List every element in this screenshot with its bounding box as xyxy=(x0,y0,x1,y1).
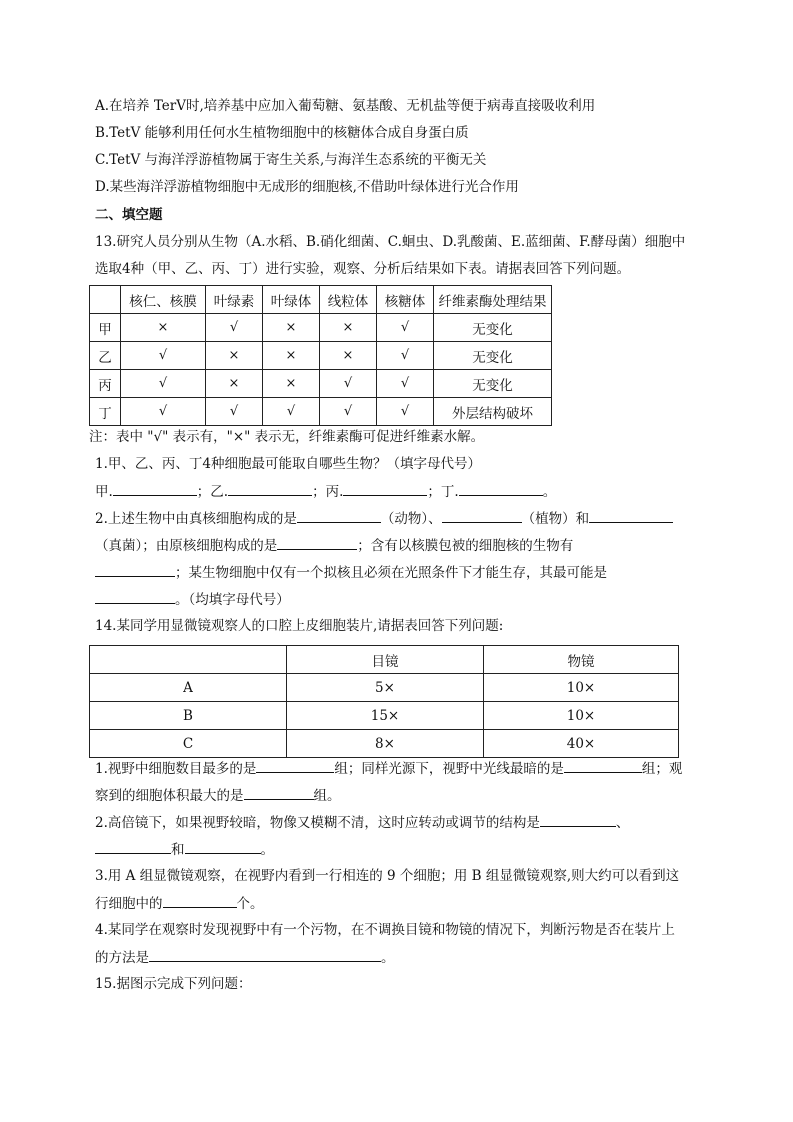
q14-table xyxy=(89,645,679,758)
q13-sub2-line3 xyxy=(95,562,607,583)
table-cell: × xyxy=(263,314,320,342)
table-cell: 无变化 xyxy=(434,314,552,342)
q13-sub1-prompt: 1.甲、乙、丙、丁4种细胞最可能取自哪些生物？（填字母代号） xyxy=(95,456,481,472)
q14-sub2-line1 xyxy=(95,812,629,833)
table-cell: 10× xyxy=(484,674,679,702)
text: 行细胞中的 xyxy=(95,896,163,912)
table-header-cell: 线粒体 xyxy=(320,286,377,314)
answer-blank[interactable] xyxy=(297,508,381,523)
text: 组。 xyxy=(313,788,341,804)
table-row xyxy=(90,314,552,342)
text: ；含有以核膜包被的细胞核的生物有 xyxy=(357,538,574,554)
table-cell: √ xyxy=(121,370,206,398)
answer-blank[interactable] xyxy=(540,812,616,827)
table-header-row xyxy=(90,286,552,314)
option-a: A.在培养 TerV时,培养基中应加入葡萄糖、氨基酸、无机盐等便于病毒直接吸收利用 xyxy=(95,98,596,114)
text: 、 xyxy=(615,815,630,831)
option-d: D.某些海洋浮游植物细胞中无成形的细胞核,不借助叶绿体进行光合作用 xyxy=(95,179,519,195)
text: （动物）、 xyxy=(380,511,442,527)
q14-sub2-line2 xyxy=(95,839,274,860)
answer-blank[interactable] xyxy=(564,758,642,773)
table-row xyxy=(90,674,679,702)
option-b: B.TetV 能够利用任何水生植物细胞中的核糖体合成自身蛋白质 xyxy=(95,125,469,141)
option-c: C.TetV 与海洋浮游植物属于寄生关系,与海洋生态系统的平衡无关 xyxy=(95,152,487,168)
q13-table xyxy=(89,285,552,426)
table-cell: × xyxy=(206,342,263,370)
table-cell: √ xyxy=(377,314,434,342)
answer-blank[interactable] xyxy=(113,481,197,496)
text: 个。 xyxy=(236,896,264,912)
answer-blank[interactable] xyxy=(95,839,171,854)
table-header-cell: 叶绿素 xyxy=(206,286,263,314)
table-cell: √ xyxy=(206,398,263,426)
table-cell: 丙 xyxy=(90,370,121,398)
table-header-cell: 纤维素酶处理结果 xyxy=(434,286,552,314)
text: ；某生物细胞中仅有一个拟核且必须在光照条件下才能生存，其最可能是 xyxy=(175,565,607,581)
table-cell: 5× xyxy=(287,674,484,702)
text: 和 xyxy=(171,842,185,858)
table-cell: 乙 xyxy=(90,342,121,370)
table-cell: √ xyxy=(377,370,434,398)
table-header-row xyxy=(90,646,679,674)
q13-stem-line2: 选取4种（甲、乙、丙、丁）进行实验，观察、分析后结果如下表。请据表回答下列问题。 xyxy=(95,261,631,277)
q13-sub2-line1 xyxy=(95,508,673,529)
text: 1.视野中细胞数目最多的是 xyxy=(95,761,257,777)
table-cell: √ xyxy=(263,398,320,426)
table-cell: 外层结构破坏 xyxy=(434,398,552,426)
q13-sub2-line2 xyxy=(95,535,573,556)
table-cell: × xyxy=(320,342,377,370)
table-header-cell: 核糖体 xyxy=(377,286,434,314)
table-cell: 无变化 xyxy=(434,370,552,398)
table-cell: 40× xyxy=(484,730,679,758)
label-jia: 甲. xyxy=(95,484,113,500)
table-cell: × xyxy=(320,314,377,342)
table-row xyxy=(90,702,679,730)
q13-table-note: 注：表中 "√" 表示有，"×" 表示无，纤维素酶可促进纤维素水解。 xyxy=(89,429,485,445)
table-cell: 无变化 xyxy=(434,342,552,370)
answer-blank[interactable] xyxy=(459,481,543,496)
q14-sub3-line2 xyxy=(95,893,264,914)
table-cell: √ xyxy=(377,398,434,426)
answer-blank[interactable] xyxy=(442,508,522,523)
sentence-end: 。 xyxy=(542,484,557,500)
answer-blank[interactable] xyxy=(256,758,334,773)
q14-sub4-line2 xyxy=(95,947,395,968)
q13-sub1-answer-line xyxy=(95,481,556,502)
table-cell: √ xyxy=(377,342,434,370)
table-cell: 甲 xyxy=(90,314,121,342)
table-cell: √ xyxy=(121,342,206,370)
text: 组；同样光源下，视野中光线最暗的是 xyxy=(334,761,564,777)
answer-blank[interactable] xyxy=(343,481,427,496)
text: 的方法是 xyxy=(95,950,149,966)
table-cell: √ xyxy=(121,398,206,426)
q14-title: 14.某同学用显微镜观察人的口腔上皮细胞装片,请据表回答下列问题: xyxy=(95,618,504,634)
table-cell: 8× xyxy=(287,730,484,758)
answer-blank[interactable] xyxy=(244,785,314,800)
section-heading: 二、填空题 xyxy=(95,207,163,223)
table-header-cell xyxy=(90,286,121,314)
table-row xyxy=(90,370,552,398)
text: 。 xyxy=(260,842,274,858)
answer-blank[interactable] xyxy=(228,481,312,496)
table-cell: × xyxy=(263,370,320,398)
text: 。 xyxy=(381,950,395,966)
q14-sub1-line2 xyxy=(95,785,341,806)
table-header-cell: 核仁、核膜 xyxy=(121,286,206,314)
table-cell: × xyxy=(121,314,206,342)
text: 2.高倍镜下，如果视野较暗，物像又模糊不清，这时应转动或调节的结构是 xyxy=(95,815,540,831)
table-cell: × xyxy=(263,342,320,370)
table-cell: B xyxy=(90,702,287,730)
table-cell: × xyxy=(206,370,263,398)
answer-blank[interactable] xyxy=(149,947,381,962)
answer-blank[interactable] xyxy=(95,562,175,577)
text: （真菌）；由原核细胞构成的是 xyxy=(95,538,278,554)
table-header-cell xyxy=(90,646,287,674)
table-cell: √ xyxy=(206,314,263,342)
q14-sub4-line1: 4.某同学在观察时发现视野中有一个污物，在不调换目镜和物镜的情况下，判断污物是否在装片上 xyxy=(95,922,675,938)
table-cell: A xyxy=(90,674,287,702)
answer-blank[interactable] xyxy=(163,893,237,908)
answer-blank[interactable] xyxy=(277,535,357,550)
q15-prompt: 15.据图示完成下列问题： xyxy=(95,976,252,992)
answer-blank[interactable] xyxy=(185,839,261,854)
q14-sub3-line1: 3.用 A 组显微镜观察，在视野内看到一行相连的 9 个细胞；用 B 组显微镜观察,则大约可以看到这 xyxy=(95,868,680,884)
table-cell: 丁 xyxy=(90,398,121,426)
label-bing: ；丙. xyxy=(312,484,344,500)
table-header-cell: 物镜 xyxy=(484,646,679,674)
table-header-cell: 目镜 xyxy=(287,646,484,674)
label-yi: ；乙. xyxy=(196,484,229,500)
text: （植物）和 xyxy=(521,511,590,527)
table-cell: 15× xyxy=(287,702,484,730)
text: 。（均填字母代号） xyxy=(175,592,290,608)
table-cell: C xyxy=(90,730,287,758)
table-cell: √ xyxy=(320,398,377,426)
q13-stem-line1: 13.研究人员分别从生物（A.水稻、B.硝化细菌、C.蛔虫、D.乳酸菌、E.蓝细菌、F.酵母菌）细胞中 xyxy=(95,234,686,250)
table-row xyxy=(90,398,552,426)
q13-sub2-line4 xyxy=(95,589,290,610)
answer-blank[interactable] xyxy=(95,589,175,604)
text: 2.上述生物中由真核细胞构成的是 xyxy=(95,511,297,527)
text: 组；观 xyxy=(641,761,683,777)
table-cell: √ xyxy=(320,370,377,398)
label-ding: ；丁. xyxy=(427,484,459,500)
table-row xyxy=(90,730,679,758)
table-cell: 10× xyxy=(484,702,679,730)
table-row xyxy=(90,342,552,370)
answer-blank[interactable] xyxy=(589,508,673,523)
q14-sub1-line1 xyxy=(95,758,682,779)
text: 察到的细胞体积最大的是 xyxy=(95,788,244,804)
table-header-cell: 叶绿体 xyxy=(263,286,320,314)
